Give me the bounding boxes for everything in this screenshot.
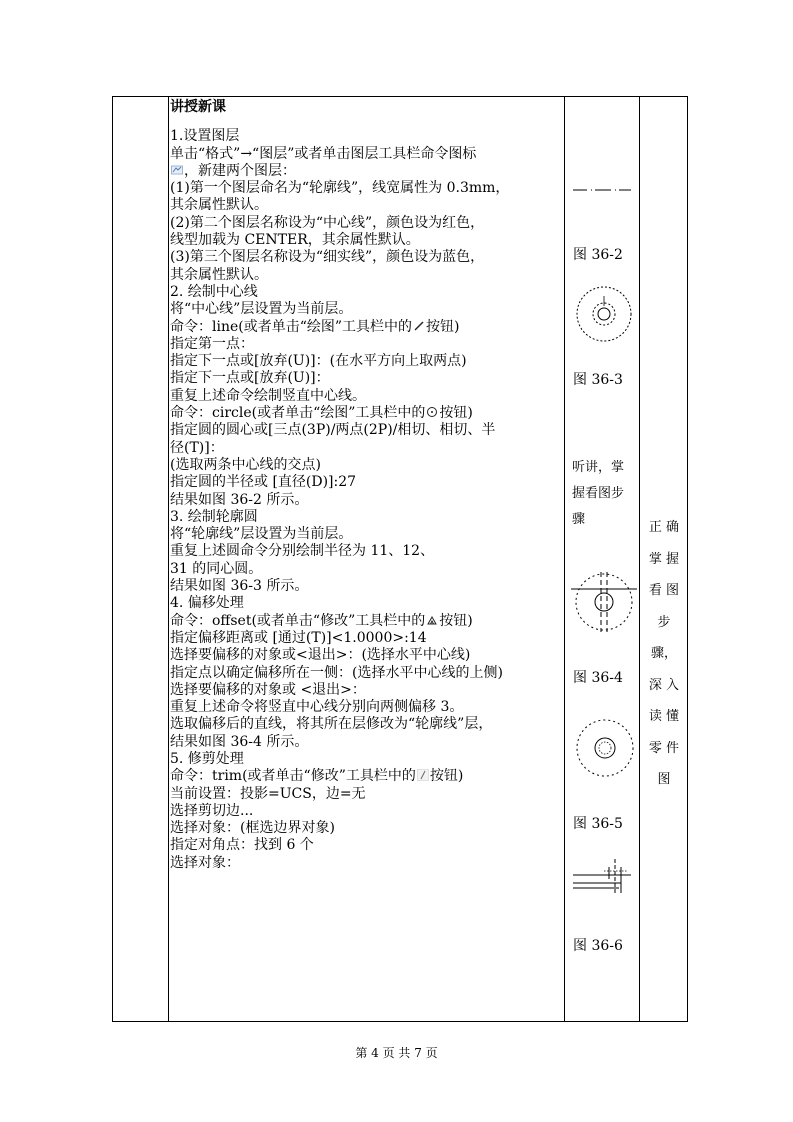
text-line: 4. 偏移处理 [170,595,244,612]
figure-label-36-5: 图 36-5 [573,816,623,832]
lesson-table [112,96,688,1022]
figure-label-36-2: 图 36-2 [573,247,623,263]
text-line: 3. 绘制轮廓圆 [170,508,258,525]
figure-label-36-6: 图 36-6 [573,938,623,954]
teaching-objective: 正 确 掌 握 看 图 步 骤， 深 入 读 懂 零 件 图 [648,520,680,787]
text-line: 将“中心线”层设置为当前层。 [170,301,353,318]
column-divider [564,97,565,1021]
offset-tool-icon [426,614,438,626]
text-line: 选取偏移后的直线，将其所在层修改为“轮廓线”层， [170,716,493,733]
teaching-content [170,99,563,872]
text-line: 径(T)]： [170,439,224,456]
line-tool-icon [413,320,425,332]
text-line: 其余属性默认。 [170,197,268,214]
section-title: 讲授新课 [170,99,226,115]
text-line: 指定偏移距离或 [通过(T)]<1.0000>:14 [170,629,427,646]
text-line: 重复上述命令将竖直中心线分别向两侧偏移 3。 [170,699,464,716]
text-line: 选择要偏移的对象或 <退出>： [170,681,366,698]
column-divider [639,97,640,1021]
text-line: 结果如图 36-4 所示。 [170,733,309,750]
text-line: 重复上述命令绘制竖直中心线。 [170,387,366,404]
text-line: 选择对象：(框选边界对象) [170,820,335,837]
text-line: 指定圆的圆心或[三点(3P)/两点(2P)/相切、相切、半 [170,422,496,439]
text-line: 其余属性默认。 [170,266,268,283]
text-line: 选择对象： [170,854,240,871]
text-line: 命令：offset(或者单击“修改”工具栏中的 按钮) [170,612,473,629]
text-line: 线型加载为 CENTER，其余属性默认。 [170,232,420,249]
layer-icon [171,164,183,176]
text-line: 重复上述圆命令分别绘制半径为 11、12、 [170,543,435,560]
text-line: 命令：trim(或者单击“修改”工具栏中的 按钮) [170,768,464,785]
text-line: 命令：line(或者单击“绘图”工具栏中的 按钮) [170,318,460,335]
figure-36-6-drawing [571,857,633,897]
text-line: 指定第一点： [170,335,254,352]
text-line: (1)第一个图层命名为“轮廓线”，线宽属性为 0.3mm， [170,180,510,197]
text-line: 结果如图 36-3 所示。 [170,578,309,595]
text-line: (3)第三个图层名称设为“细实线”，颜色设为蓝色， [170,249,485,266]
figure-36-4-drawing [571,569,637,635]
text-line: 结果如图 36-2 所示。 [170,491,309,508]
text-line: 1.设置图层 [170,128,240,145]
text-line: 指定点以确定偏移所在一侧：(选择水平中心线的上侧) [170,664,503,681]
circle-tool-icon [426,406,438,418]
text-line: 指定对角点：找到 6 个 [170,837,314,854]
text-line: 选择剪切边... [170,802,254,819]
trim-tool-icon [417,769,429,781]
text-line: (2)第二个图层名称设为“中心线”，颜色设为红色， [170,214,485,231]
text-line: 指定圆的半径或 [直径(D)]:27 [170,474,357,491]
page-footer: 第 4 页 共 7 页 [355,1046,438,1060]
figure-36-5-drawing [575,717,635,779]
student-activity: 听讲，掌 握看图步 骤 [572,460,625,527]
text-line: 单击“格式”→“图层”或者单击图层工具栏命令图标 [170,145,477,162]
figure-label-36-3: 图 36-3 [573,372,623,388]
text-line: 当前设置：投影=UCS，边=无 [170,785,366,802]
text-line: 指定下一点或[放弃(U)]：(在水平方向上取两点) [170,353,467,370]
figure-36-2-drawing [571,185,633,195]
text-line: 2. 绘制中心线 [170,283,258,300]
text-line: (选取两条中心线的交点) [170,456,321,473]
text-line: ，新建两个图层： [170,163,563,180]
text-line: 31 的同心圆。 [170,560,263,577]
figure-label-36-4: 图 36-4 [573,670,623,686]
figure-36-3-drawing [575,284,633,344]
text-line: 指定下一点或[放弃(U)]： [170,370,330,387]
text-line: 命令：circle(或者单击“绘图”工具栏中的 按钮) [170,405,473,422]
text-line: 选择要偏移的对象或<退出>：(选择水平中心线) [170,647,471,664]
text-line: 将“轮廓线”层设置为当前层。 [170,526,353,543]
text-line: 5. 修剪处理 [170,750,244,767]
column-divider [168,97,169,1021]
